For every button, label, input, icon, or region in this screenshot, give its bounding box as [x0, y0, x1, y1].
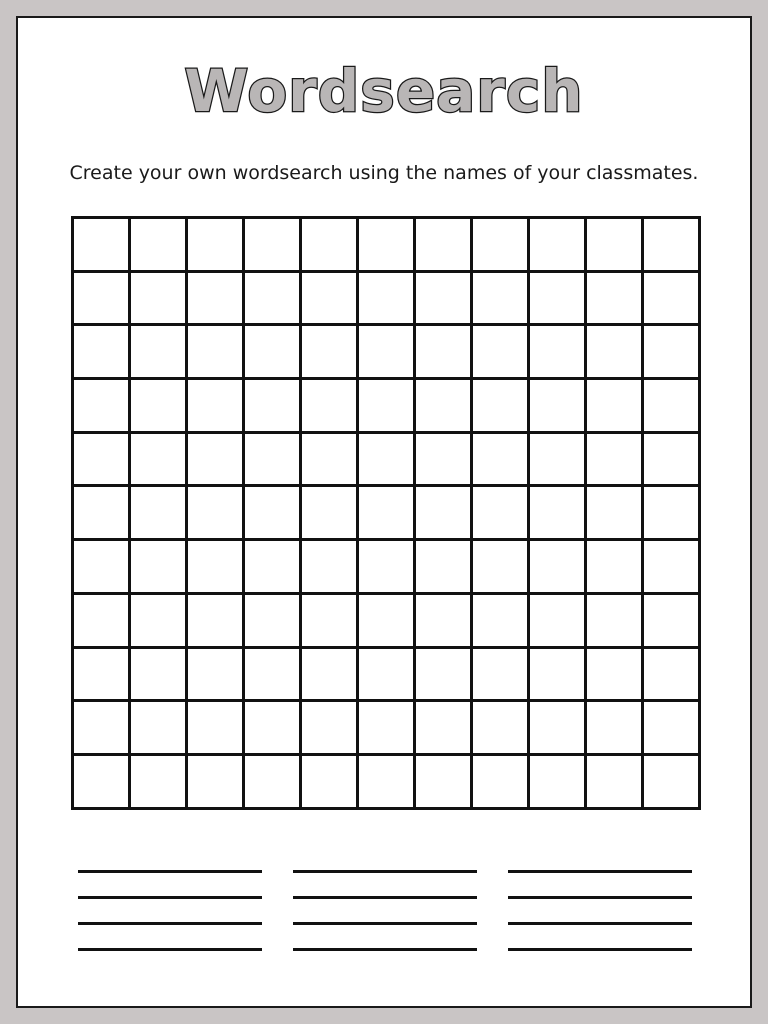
grid-cell[interactable]	[245, 702, 302, 756]
grid-cell[interactable]	[302, 219, 359, 273]
grid-cell[interactable]	[530, 541, 587, 595]
grid-cell[interactable]	[587, 487, 644, 541]
grid-cell[interactable]	[359, 649, 416, 703]
grid-cell[interactable]	[473, 649, 530, 703]
grid-cell[interactable]	[245, 756, 302, 810]
grid-cell[interactable]	[359, 273, 416, 327]
grid-cell[interactable]	[188, 756, 245, 810]
word-list-line[interactable]	[508, 896, 692, 899]
grid-cell[interactable]	[74, 595, 131, 649]
grid-cell[interactable]	[530, 702, 587, 756]
grid-cell[interactable]	[644, 702, 701, 756]
grid-cell[interactable]	[644, 595, 701, 649]
grid-cell[interactable]	[530, 756, 587, 810]
grid-cell[interactable]	[416, 273, 473, 327]
grid-cell[interactable]	[302, 326, 359, 380]
grid-cell[interactable]	[473, 541, 530, 595]
grid-cell[interactable]	[587, 541, 644, 595]
grid-cell[interactable]	[74, 273, 131, 327]
grid-cell[interactable]	[74, 326, 131, 380]
grid-cell[interactable]	[302, 595, 359, 649]
grid-cell[interactable]	[188, 487, 245, 541]
grid-cell[interactable]	[188, 434, 245, 488]
grid-cell[interactable]	[587, 756, 644, 810]
grid-cell[interactable]	[359, 326, 416, 380]
grid-cell[interactable]	[245, 595, 302, 649]
grid-cell[interactable]	[245, 487, 302, 541]
grid-cell[interactable]	[473, 702, 530, 756]
grid-cell[interactable]	[416, 219, 473, 273]
word-list-line[interactable]	[293, 896, 477, 899]
grid-cell[interactable]	[530, 434, 587, 488]
grid-cell[interactable]	[416, 702, 473, 756]
worksheet-instructions: Create your own wordsearch using the names of your classmates.	[69, 162, 699, 184]
grid-cell[interactable]	[416, 326, 473, 380]
grid-cell[interactable]	[359, 487, 416, 541]
grid-cell[interactable]	[131, 219, 188, 273]
grid-cell[interactable]	[131, 434, 188, 488]
grid-cell[interactable]	[74, 541, 131, 595]
grid-cell[interactable]	[302, 702, 359, 756]
grid-cell[interactable]	[74, 702, 131, 756]
grid-cell[interactable]	[188, 326, 245, 380]
grid-cell[interactable]	[530, 219, 587, 273]
grid-cell[interactable]	[188, 541, 245, 595]
grid-cell[interactable]	[644, 326, 701, 380]
grid-cell[interactable]	[359, 702, 416, 756]
grid-cell[interactable]	[473, 219, 530, 273]
grid-cell[interactable]	[587, 273, 644, 327]
word-list-line[interactable]	[293, 948, 477, 951]
wordsearch-grid	[71, 216, 701, 810]
grid-cell[interactable]	[74, 756, 131, 810]
grid-cell[interactable]	[359, 434, 416, 488]
grid-cell[interactable]	[530, 273, 587, 327]
grid-cell[interactable]	[131, 487, 188, 541]
grid-cell[interactable]	[302, 756, 359, 810]
grid-cell[interactable]	[644, 219, 701, 273]
grid-cell[interactable]	[587, 702, 644, 756]
grid-cell[interactable]	[245, 649, 302, 703]
grid-cell[interactable]	[473, 487, 530, 541]
grid-cell[interactable]	[359, 541, 416, 595]
worksheet-page	[16, 16, 752, 1008]
grid-cell[interactable]	[359, 380, 416, 434]
grid-cell[interactable]	[530, 649, 587, 703]
grid-cell[interactable]	[587, 434, 644, 488]
grid-cell[interactable]	[131, 756, 188, 810]
word-list-line[interactable]	[78, 870, 262, 873]
grid-cell[interactable]	[302, 541, 359, 595]
grid-cell[interactable]	[245, 273, 302, 327]
grid-cell[interactable]	[416, 487, 473, 541]
grid-cell[interactable]	[587, 326, 644, 380]
word-list-line[interactable]	[508, 922, 692, 925]
grid-cell[interactable]	[74, 649, 131, 703]
grid-cell[interactable]	[188, 649, 245, 703]
grid-cell[interactable]	[74, 434, 131, 488]
grid-cell[interactable]	[74, 380, 131, 434]
grid-cell[interactable]	[302, 434, 359, 488]
grid-cell[interactable]	[416, 756, 473, 810]
grid-cell[interactable]	[473, 273, 530, 327]
grid-cell[interactable]	[530, 595, 587, 649]
grid-cell[interactable]	[74, 219, 131, 273]
grid-cell[interactable]	[587, 649, 644, 703]
grid-cell[interactable]	[131, 702, 188, 756]
grid-cell[interactable]	[131, 649, 188, 703]
grid-cell[interactable]	[644, 380, 701, 434]
grid-cell[interactable]	[245, 380, 302, 434]
word-list-line[interactable]	[78, 948, 262, 951]
grid-cell[interactable]	[302, 273, 359, 327]
word-list-line[interactable]	[508, 948, 692, 951]
worksheet-title: Wordsearch	[184, 57, 584, 125]
grid-cell[interactable]	[530, 380, 587, 434]
grid-cell[interactable]	[74, 487, 131, 541]
grid-cell[interactable]	[416, 541, 473, 595]
grid-cell[interactable]	[416, 434, 473, 488]
grid-cell[interactable]	[644, 649, 701, 703]
grid-cell[interactable]	[302, 649, 359, 703]
word-list-line[interactable]	[78, 896, 262, 899]
grid-cell[interactable]	[188, 219, 245, 273]
grid-cell[interactable]	[473, 326, 530, 380]
grid-cell[interactable]	[131, 541, 188, 595]
grid-cell[interactable]	[359, 595, 416, 649]
grid-cell[interactable]	[245, 541, 302, 595]
grid-cell[interactable]	[245, 434, 302, 488]
grid-cell[interactable]	[473, 380, 530, 434]
grid-cell[interactable]	[302, 487, 359, 541]
word-list-line[interactable]	[293, 922, 477, 925]
grid-cell[interactable]	[131, 380, 188, 434]
grid-cell[interactable]	[530, 487, 587, 541]
grid-cell[interactable]	[644, 756, 701, 810]
grid-cell[interactable]	[530, 326, 587, 380]
word-list-line[interactable]	[78, 922, 262, 925]
grid-cell[interactable]	[359, 756, 416, 810]
grid-cell[interactable]	[359, 219, 416, 273]
grid-cell[interactable]	[644, 487, 701, 541]
grid-cell[interactable]	[587, 219, 644, 273]
grid-cell[interactable]	[302, 380, 359, 434]
grid-cell[interactable]	[473, 756, 530, 810]
grid-cell[interactable]	[473, 595, 530, 649]
grid-cell[interactable]	[245, 219, 302, 273]
grid-cell[interactable]	[188, 273, 245, 327]
grid-cell[interactable]	[416, 595, 473, 649]
grid-cell[interactable]	[131, 595, 188, 649]
grid-cell[interactable]	[587, 380, 644, 434]
grid-cell[interactable]	[188, 702, 245, 756]
grid-cell[interactable]	[188, 595, 245, 649]
grid-cell[interactable]	[587, 595, 644, 649]
word-list-line[interactable]	[293, 870, 477, 873]
grid-cell[interactable]	[473, 434, 530, 488]
grid-cell[interactable]	[131, 326, 188, 380]
grid-cell[interactable]	[188, 380, 245, 434]
grid-cell[interactable]	[644, 541, 701, 595]
grid-cell[interactable]	[644, 273, 701, 327]
word-list-line[interactable]	[508, 870, 692, 873]
grid-cell[interactable]	[416, 380, 473, 434]
grid-cell[interactable]	[245, 326, 302, 380]
grid-cell[interactable]	[131, 273, 188, 327]
grid-cell[interactable]	[644, 434, 701, 488]
grid-cell[interactable]	[416, 649, 473, 703]
